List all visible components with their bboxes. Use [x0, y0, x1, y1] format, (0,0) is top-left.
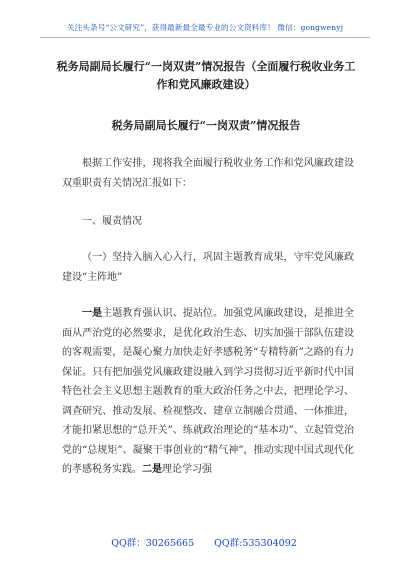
document-title: 税务局副局长履行“一岗双责”情况报告（全面履行税收业务工作和党风廉政建设）: [56, 60, 356, 91]
footer-contact: [0, 535, 408, 549]
header-divider: [40, 37, 370, 38]
body-text-first: 主题教育强认识、提站位。加强党风廉政建设，是推进全面从严治党的必然要求，是优化政治生态、切实加强干部队伍建设的客观需要，是凝心聚力加快走好孝感税务“专精特新”之路的有力保证。只有把加强党风廉政建设融入到学习贯彻习近平新时代中国特色社会主义思想主题教育的重大政治任务之中去，把理论学习、调查研究、推动发展、检视整改、建章立制融合贯通、一体推进，才能扣紧思想的“总开关”、练就政治理论的“基本功”、立起管党治党的“总规矩”、凝聚干事创业的“精气神”，推动实现中国式现代化的孝感税务实践。: [62, 308, 355, 475]
subsection-heading: （一）坚持入脑入心入行，巩固主题教育成果，守牢党风廉政建设“主阵地”: [62, 252, 354, 283]
section-heading: 一、履责情况: [82, 216, 142, 227]
body-paragraph: [62, 304, 354, 480]
body-text-second: 理论学习强: [162, 464, 212, 475]
intro-paragraph: 根据工作安排，现将我全面履行税收业务工作和党风廉政建设双重职责有关情况汇报如下：: [62, 158, 354, 189]
body-lead-first: 一是: [82, 308, 103, 319]
footer-qq-group-1: QQ群：30265665: [111, 538, 195, 549]
body-lead-second: 二是: [142, 464, 162, 475]
document-subtitle: 税务局副局长履行“一岗双责”情况报告: [111, 119, 301, 132]
footer-qq-group-2: QQ群:535304092: [214, 538, 297, 549]
header-banner: 关注头条号“公文研究”，获得最新最全最专业的公文资料库！ 微信：gongwenyj: [66, 23, 344, 32]
